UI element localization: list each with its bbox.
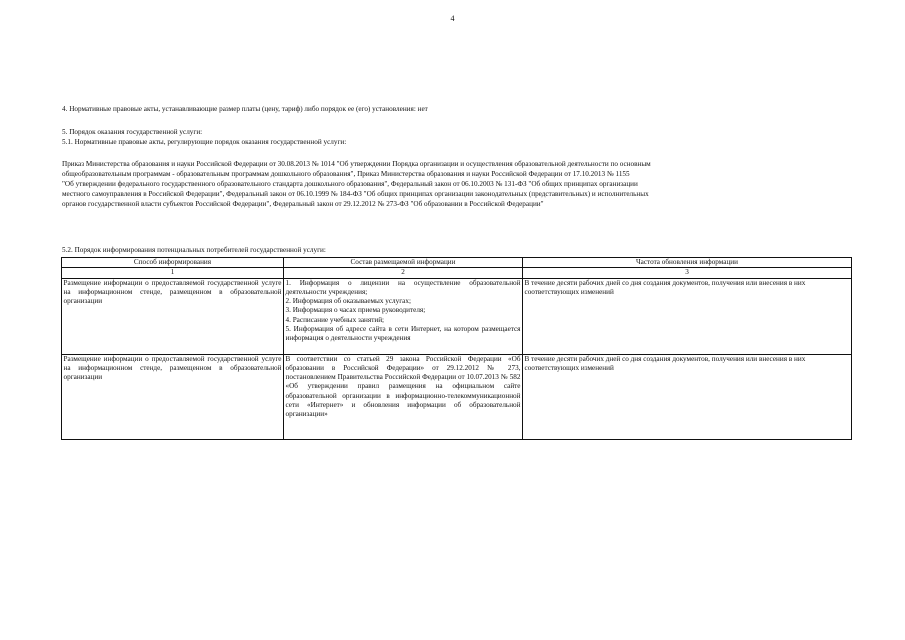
section-4-fee-acts: 4. Нормативные правовые акты, устанавливающие размер платы (цену, тариф) либо порядок ее (его) установления: нет xyxy=(62,105,428,113)
legal-line: Приказ Министерства образования и науки Российской Федерации от 30.08.2013 № 1014 "Об утверждении Порядка организации и осуществления образовательной деятельности по основным xyxy=(62,160,651,168)
table-row xyxy=(62,354,852,439)
legal-line: "Об утверждении федерального государственного образовательного стандарта дошкольного образования", Федеральный закон от 06.10.2003 № 131-ФЗ "Об общих принципах организации xyxy=(62,180,638,188)
cell-method: Размещение информации о предоставляемой государственной услуге на информационном стенде, размещенном в образовательной организации xyxy=(62,278,284,354)
table-number-row xyxy=(62,268,852,278)
legal-line: органов государственной власти субъектов Российской Федерации", Федеральный закон от 29.12.2012 № 273-ФЗ "Об образовании в Российской Федерации" xyxy=(62,200,544,208)
content-item: В соответствии со статьей 29 закона Российской Федерации «Об образовании в Российской Федерации» от 29.12.2012 № 273, постановлением Правительства Российской Федерации от 10.07.2013 № 582 «Об утверждении правил размещения на официальном сайте образовательной организации в информационно-телекоммуникационной сети «Интернет» и обновления информации об образовательной организации» xyxy=(285,354,521,419)
section-5-2-title: 5.2. Порядок информирования потенциальных потребителей государственной услуги: xyxy=(62,246,326,254)
section-5-1-title: 5.1. Нормативные правовые акты, регулирующие порядок оказания государственной услуги: xyxy=(62,138,347,146)
cell-frequency: В течение десяти рабочих дней со дня создания документов, получения или внесения в них соответствующих изменений xyxy=(523,278,852,354)
column-number: 3 xyxy=(523,268,852,278)
content-item: 5. Информация об адресе сайта в сети Интернет, на котором размещается информация о деятельности учреждения xyxy=(285,325,521,343)
cell-method: Размещение информации о предоставляемой государственной услуге на информационном стенде, размещенном в образовательной организации xyxy=(62,354,284,439)
table-header-row xyxy=(62,258,852,268)
cell-content xyxy=(284,354,523,439)
section-5-title: 5. Порядок оказания государственной услуги: xyxy=(62,128,203,136)
cell-content xyxy=(284,278,523,354)
table-row xyxy=(62,278,852,354)
column-number: 1 xyxy=(62,268,284,278)
cell-frequency: В течение десяти рабочих дней со дня создания документов, получения или внесения в них соответствующих изменений xyxy=(523,354,852,439)
column-header-frequency: Частота обновления информации xyxy=(523,258,852,268)
column-header-method: Способ информирования xyxy=(62,258,284,268)
content-item: 4. Расписание учебных занятий; xyxy=(285,315,385,324)
page-number: 4 xyxy=(450,14,455,23)
column-number: 2 xyxy=(284,268,523,278)
content-item: 1. Информация о лицензии на осуществление образовательной деятельности учреждения; xyxy=(285,278,521,296)
information-table xyxy=(61,257,852,440)
legal-acts-paragraph xyxy=(62,159,852,209)
legal-line: местного самоуправления в Российской Федерации", Федеральный закон от 06.10.1999 № 184-ФЗ "Об общих принципах организации законодательных (представительных) и исполнительных xyxy=(62,190,649,198)
content-item: 2. Информация об оказываемых услугах; xyxy=(285,297,411,306)
content-item: 3. Информация о часах приема руководителя; xyxy=(285,306,426,315)
legal-line: общеобразовательным программам - образовательным программам дошкольного образования", Приказ Министерства образования и науки Российской Федерации от 17.10.2013 № 1155 xyxy=(62,170,630,178)
column-header-content: Состав размещаемой информации xyxy=(284,258,523,268)
